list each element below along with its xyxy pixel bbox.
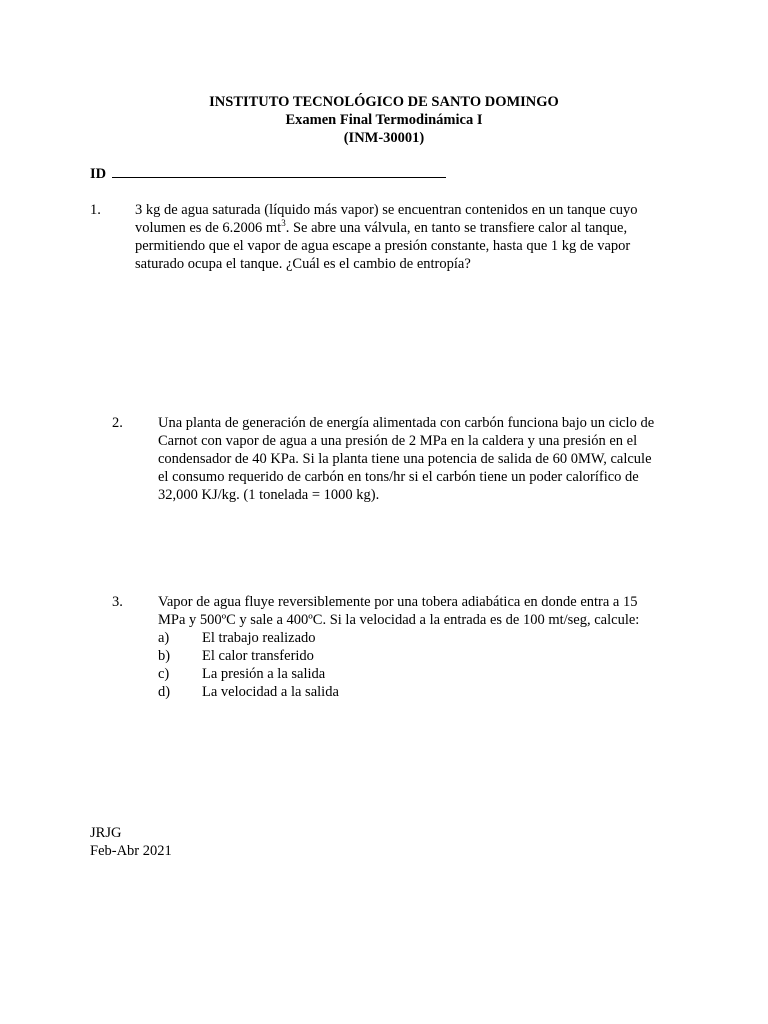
institution-title: INSTITUTO TECNOLÓGICO DE SANTO DOMINGO	[209, 94, 559, 110]
sub-item-text: El trabajo realizado	[202, 630, 316, 646]
document-footer	[90, 824, 172, 860]
course-code: (INM-30001)	[343, 130, 425, 146]
sub-item	[158, 683, 678, 701]
exam-title: Examen Final Termodinámica I	[285, 112, 483, 128]
question-2	[112, 414, 678, 504]
question-3	[112, 593, 678, 701]
question-number: 2.	[112, 415, 123, 431]
question-line: saturado ocupa el tanque. ¿Cuál es el cambio de entropía?	[135, 256, 471, 272]
question-line: MPa y 500ºC y sale a 400ºC. Si la velocidad a la entrada es de 100 mt/seg, calcule:	[158, 612, 640, 628]
author-initials: JRJG	[90, 825, 122, 841]
term-period: Feb-Abr 2021	[90, 843, 172, 859]
question-line: permitiendo que el vapor de agua escape a presión constante, hasta que 1 kg de vapor	[135, 238, 631, 254]
sub-item-letter: a)	[158, 630, 170, 646]
sub-item-letter: b)	[158, 648, 171, 664]
question-line: Una planta de generación de energía alimentada con carbón funciona bajo un ciclo de	[158, 415, 655, 431]
question-1	[90, 201, 678, 273]
question-line: volumen es de 6.2006 $mt^3$. Se abre una válvula, en tanto se transfiere calor al tanque,	[135, 218, 628, 236]
question-number: 1.	[90, 202, 101, 218]
question-line: 3 kg de agua saturada (líquido más vapor) se encuentran contenidos en un tanque cuyo	[135, 202, 638, 218]
sub-item-letter: d)	[158, 684, 171, 700]
id-blank-line	[112, 164, 446, 178]
sub-item-text: El calor transferido	[202, 648, 314, 664]
sub-item-text: La velocidad a la salida	[202, 684, 339, 700]
question-line: Vapor de agua fluye reversiblemente por una tobera adiabática en donde entra a 15	[158, 594, 638, 610]
question-number: 3.	[112, 594, 123, 610]
question-line: 32,000 KJ/kg. (1 tonelada = 1000 kg).	[158, 487, 380, 503]
superscript: 3	[281, 218, 286, 228]
sub-item	[158, 629, 678, 647]
sub-item	[158, 647, 678, 665]
id-field	[90, 164, 446, 183]
sub-item-letter: c)	[158, 666, 170, 682]
document-header	[0, 93, 768, 147]
question-line: el consumo requerido de carbón en tons/hr si el carbón tiene un poder calorífico de	[158, 469, 639, 485]
question-line: condensador de 40 KPa. Si la planta tiene una potencia de salida de 60 0MW, calcule	[158, 451, 652, 467]
sub-item-text: La presión a la salida	[202, 666, 326, 682]
question-line: Carnot con vapor de agua a una presión de 2 MPa en la caldera y una presión en el	[158, 433, 638, 449]
id-label: ID	[90, 166, 107, 182]
sub-item	[158, 665, 678, 683]
